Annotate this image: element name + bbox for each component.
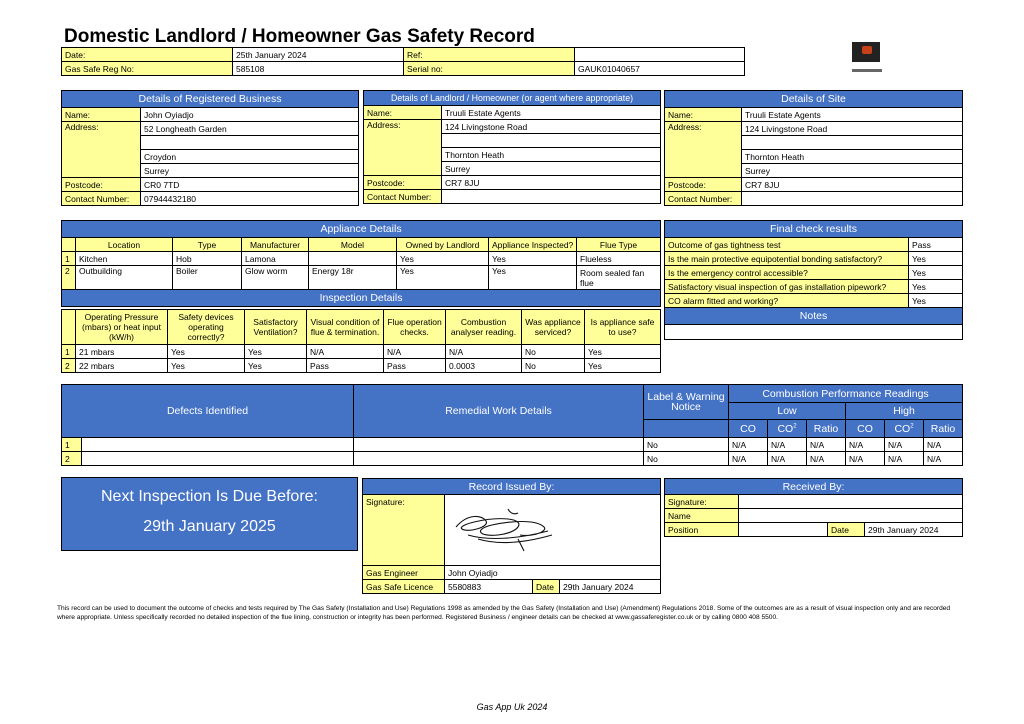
engineer-label: Gas Engineer xyxy=(363,566,445,580)
high-ratio-value[interactable]: N/A xyxy=(924,452,963,466)
business-address-3[interactable]: Croydon xyxy=(141,150,359,164)
low-ratio-header: Ratio xyxy=(807,420,846,438)
inspection-pressure[interactable]: 22 mbars xyxy=(76,359,168,373)
site-address-3[interactable]: Thornton Heath xyxy=(742,150,963,164)
table-row xyxy=(62,345,661,359)
received-name-field[interactable] xyxy=(739,509,963,523)
low-co2-header: $CO^2$ xyxy=(768,420,807,438)
landlord-address-2[interactable] xyxy=(442,134,661,148)
legal-footnote: This record can be used to document the outcome of checks and tests required by The Gas Safety (Installation and Use) Regulations 1998 as amended by the Gas Safety (Installation and Use) (Amendment) Regulations 2018. Some of the outcomes are as a result of visual inspection only and are recorded where appropriate. Unless specifically recorded no detailed inspection of the flue lining, construction or integrity has been performed. Registered Business / engineer details can be checked at www.gassaferegister.co.uk or by calling 0800 408 5500. xyxy=(57,605,951,621)
issued-signature-label: Signature: xyxy=(363,495,445,566)
landlord-contact[interactable] xyxy=(442,190,661,204)
table-row xyxy=(62,359,661,373)
business-contact-label: Contact Number: xyxy=(62,192,141,206)
inspection-safety[interactable]: Yes xyxy=(168,345,245,359)
inspection-col-pressure: Operating Pressure (mbars) or heat input (kW/h) xyxy=(76,310,168,345)
inspection-col-flue-ops: Flue operation checks. xyxy=(384,310,446,345)
appliance-manufacturer[interactable]: Lamona xyxy=(242,252,309,266)
business-postcode-label: Postcode: xyxy=(62,178,141,192)
notes-header: Notes xyxy=(665,308,963,325)
landlord-address-label: Address: xyxy=(364,120,442,176)
site-address-label: Address: xyxy=(665,122,742,178)
next-inspection-date: 29th January 2025 xyxy=(143,518,276,535)
site-details xyxy=(664,90,963,206)
reg-label: Gas Safe Reg No: xyxy=(62,62,233,76)
inspection-col-analyser: Combustion analyser reading. xyxy=(446,310,522,345)
site-address-2[interactable] xyxy=(742,136,963,150)
appliance-type[interactable]: Hob xyxy=(173,252,242,266)
inspection-safe[interactable]: Yes xyxy=(585,359,661,373)
high-ratio-value[interactable]: N/A xyxy=(924,438,963,452)
inspection-col-safety: Safety devices operating correctly? xyxy=(168,310,245,345)
final-check-label: Is the main protective equipotential bonding satisfactory? xyxy=(665,252,909,266)
landlord-address-4[interactable]: Surrey xyxy=(442,162,661,176)
landlord-postcode-label: Postcode: xyxy=(364,176,442,190)
high-co-header: CO xyxy=(846,420,885,438)
low-co2-value[interactable]: N/A xyxy=(768,438,807,452)
received-header: Received By: xyxy=(665,479,963,495)
appliance-location[interactable]: Outbuilding xyxy=(76,266,173,290)
inspection-flue-ops[interactable]: Pass xyxy=(384,359,446,373)
high-ratio-header: Ratio xyxy=(924,420,963,438)
next-inspection-label: Next Inspection Is Due Before: xyxy=(101,488,318,505)
low-co-value[interactable]: N/A xyxy=(729,452,768,466)
issued-signature-field[interactable] xyxy=(445,495,661,566)
business-name-label: Name: xyxy=(62,108,141,122)
site-postcode[interactable]: CR7 8JU xyxy=(742,178,963,192)
high-co2-header: $CO^2$ xyxy=(885,420,924,438)
reg-value[interactable]: 585108 xyxy=(233,62,404,76)
landlord-address-1[interactable]: 124 Livingstone Road xyxy=(442,120,661,134)
row-number: 1 xyxy=(62,252,76,266)
row-number: 2 xyxy=(62,359,76,373)
received-name-label: Name xyxy=(665,509,739,523)
defect-field[interactable] xyxy=(82,452,354,466)
business-address-2[interactable] xyxy=(141,136,359,150)
inspection-header: Inspection Details xyxy=(62,290,661,307)
record-info-table xyxy=(61,47,745,76)
inspection-col-visual: Visual condition of flue & termination. xyxy=(307,310,384,345)
low-header: Low xyxy=(729,403,846,420)
business-address-4[interactable]: Surrey xyxy=(141,164,359,178)
defects-header: Defects Identified xyxy=(62,385,354,438)
defect-field[interactable] xyxy=(82,438,354,452)
label-warning-value[interactable]: No xyxy=(644,452,729,466)
row-number: 1 xyxy=(62,345,76,359)
final-check-value[interactable]: Yes xyxy=(909,280,963,294)
high-co2-value[interactable]: N/A xyxy=(885,438,924,452)
inspection-visual[interactable]: N/A xyxy=(307,345,384,359)
final-check-label: Is the emergency control accessible? xyxy=(665,266,909,280)
serial-label: Serial no: xyxy=(404,62,575,76)
remedial-field[interactable] xyxy=(354,452,644,466)
inspection-visual[interactable]: Pass xyxy=(307,359,384,373)
table-row xyxy=(62,252,661,266)
inspection-col-serviced: Was appliance serviced? xyxy=(522,310,585,345)
licence-label: Gas Safe Licence xyxy=(363,580,445,594)
appliance-inspected[interactable]: Yes xyxy=(489,252,577,266)
landlord-name-label: Name: xyxy=(364,106,442,120)
appliance-flue[interactable]: Flueless xyxy=(577,252,661,266)
page-title: Domestic Landlord / Homeowner Gas Safety Record xyxy=(64,26,535,47)
inspection-ventilation[interactable]: Yes xyxy=(245,345,307,359)
serial-value[interactable]: GAUK01040657 xyxy=(575,62,745,76)
inspection-col-ventilation: Satisfactory Ventilation? xyxy=(245,310,307,345)
record-issued-by xyxy=(362,478,661,594)
issued-date[interactable]: 29th January 2024 xyxy=(560,580,661,594)
high-header: High xyxy=(846,403,963,420)
landlord-contact-label: Contact Number: xyxy=(364,190,442,204)
site-name[interactable]: Truuli Estate Agents xyxy=(742,108,963,122)
ref-value[interactable] xyxy=(575,48,745,62)
low-co-header: CO xyxy=(729,420,768,438)
next-inspection-box xyxy=(61,477,358,551)
inspection-serviced[interactable]: No xyxy=(522,359,585,373)
high-co-value[interactable]: N/A xyxy=(846,438,885,452)
final-check-label: Outcome of gas tightness test xyxy=(665,238,909,252)
page-footer: Gas App Uk 2024 xyxy=(476,702,548,712)
inspection-index-col xyxy=(62,310,76,345)
landlord-address-3[interactable]: Thornton Heath xyxy=(442,148,661,162)
high-co2-value[interactable]: N/A xyxy=(885,452,924,466)
engineer-name[interactable]: John Oyiadjo xyxy=(445,566,661,580)
label-blank-header xyxy=(644,420,729,438)
appliance-col-manufacturer: Manufacturer xyxy=(242,238,309,252)
site-address-1[interactable]: 124 Livingstone Road xyxy=(742,122,963,136)
appliance-location[interactable]: Kitchen xyxy=(76,252,173,266)
inspection-safe[interactable]: Yes xyxy=(585,345,661,359)
final-check-value[interactable]: Pass xyxy=(909,238,963,252)
appliance-col-flue: Flue Type xyxy=(577,238,661,252)
appliance-header: Appliance Details xyxy=(62,221,661,238)
appliance-index-col xyxy=(62,238,76,252)
final-check-value[interactable]: Yes xyxy=(909,252,963,266)
inspection-details xyxy=(61,309,661,373)
business-name[interactable]: John Oyiadjo xyxy=(141,108,359,122)
appliance-model[interactable] xyxy=(309,252,397,266)
inspection-analyser[interactable]: N/A xyxy=(446,345,522,359)
appliance-col-owned: Owned by Landlord xyxy=(397,238,489,252)
ref-label: Ref: xyxy=(404,48,575,62)
received-signature-label: Signature: xyxy=(665,495,739,509)
received-position-field[interactable] xyxy=(739,523,828,537)
landlord-header: Details of Landlord / Homeowner (or agent where appropriate) xyxy=(364,91,661,106)
appliance-flue[interactable]: Room sealed fan flue xyxy=(577,266,661,290)
issued-date-label: Date xyxy=(533,580,560,594)
received-date-label: Date xyxy=(828,523,865,537)
inspection-pressure[interactable]: 21 mbars xyxy=(76,345,168,359)
received-date[interactable]: 29th January 2024 xyxy=(865,523,963,537)
site-contact[interactable] xyxy=(742,192,963,206)
issued-header: Record Issued By: xyxy=(363,479,661,495)
site-address-4[interactable]: Surrey xyxy=(742,164,963,178)
business-postcode[interactable]: CR0 7TD xyxy=(141,178,359,192)
logo-mark xyxy=(862,46,872,54)
appliance-col-location: Location xyxy=(76,238,173,252)
appliance-owned[interactable]: Yes xyxy=(397,266,489,290)
remedial-field[interactable] xyxy=(354,438,644,452)
inspection-serviced[interactable]: No xyxy=(522,345,585,359)
appliance-model[interactable]: Energy 18r xyxy=(309,266,397,290)
received-by xyxy=(664,478,963,537)
appliance-details xyxy=(61,220,661,307)
row-number: 1 xyxy=(62,438,82,452)
site-header: Details of Site xyxy=(665,91,963,108)
final-header: Final check results xyxy=(665,221,963,238)
landlord-details xyxy=(363,90,661,204)
date-label: Date: xyxy=(62,48,233,62)
site-name-label: Name: xyxy=(665,108,742,122)
final-check-results xyxy=(664,220,963,340)
row-number: 2 xyxy=(62,266,76,290)
final-check-value[interactable]: Yes xyxy=(909,266,963,280)
final-check-value[interactable]: Yes xyxy=(909,294,963,308)
logo-caption xyxy=(852,69,882,72)
table-row xyxy=(62,452,963,466)
defects-table xyxy=(61,384,963,466)
appliance-owned[interactable]: Yes xyxy=(397,252,489,266)
low-ratio-value[interactable]: N/A xyxy=(807,452,846,466)
business-details xyxy=(61,90,359,206)
business-header: Details of Registered Business xyxy=(62,91,359,108)
appliance-col-type: Type xyxy=(173,238,242,252)
table-row xyxy=(62,438,963,452)
landlord-name[interactable]: Truuli Estate Agents xyxy=(442,106,661,120)
received-signature-field[interactable] xyxy=(739,495,963,509)
appliance-type[interactable]: Boiler xyxy=(173,266,242,290)
remedial-header: Remedial Work Details xyxy=(354,385,644,438)
inspection-safety[interactable]: Yes xyxy=(168,359,245,373)
high-co-value[interactable]: N/A xyxy=(846,452,885,466)
landlord-postcode[interactable]: CR7 8JU xyxy=(442,176,661,190)
licence-number[interactable]: 5580883 xyxy=(445,580,533,594)
final-check-label: Satisfactory visual inspection of gas installation pipework? xyxy=(665,280,909,294)
row-number: 2 xyxy=(62,452,82,466)
appliance-manufacturer[interactable]: Glow worm xyxy=(242,266,309,290)
inspection-flue-ops[interactable]: N/A xyxy=(384,345,446,359)
final-check-label: CO alarm fitted and working? xyxy=(665,294,909,308)
notes-field[interactable] xyxy=(665,325,963,340)
site-contact-label: Contact Number: xyxy=(665,192,742,206)
date-value[interactable]: 25th January 2024 xyxy=(233,48,404,62)
low-ratio-value[interactable]: N/A xyxy=(807,438,846,452)
received-position-label: Position xyxy=(665,523,739,537)
business-address-label: Address: xyxy=(62,122,141,178)
low-co2-value[interactable]: N/A xyxy=(768,452,807,466)
inspection-analyser[interactable]: 0.0003 xyxy=(446,359,522,373)
appliance-inspected[interactable]: Yes xyxy=(489,266,577,290)
appliance-col-inspected: Appliance Inspected? xyxy=(489,238,577,252)
site-postcode-label: Postcode: xyxy=(665,178,742,192)
engineer-signature xyxy=(448,499,568,559)
low-co-value[interactable]: N/A xyxy=(729,438,768,452)
label-warning-header: Label & Warning Notice xyxy=(644,385,729,420)
inspection-col-safe: Is appliance safe to use? xyxy=(585,310,661,345)
label-warning-value[interactable]: No xyxy=(644,438,729,452)
business-contact[interactable]: 07944432180 xyxy=(141,192,359,206)
appliance-col-model: Model xyxy=(309,238,397,252)
combustion-header: Combustion Performance Readings xyxy=(729,385,963,403)
table-row xyxy=(62,266,661,290)
inspection-ventilation[interactable]: Yes xyxy=(245,359,307,373)
business-address-1[interactable]: 52 Longheath Garden xyxy=(141,122,359,136)
